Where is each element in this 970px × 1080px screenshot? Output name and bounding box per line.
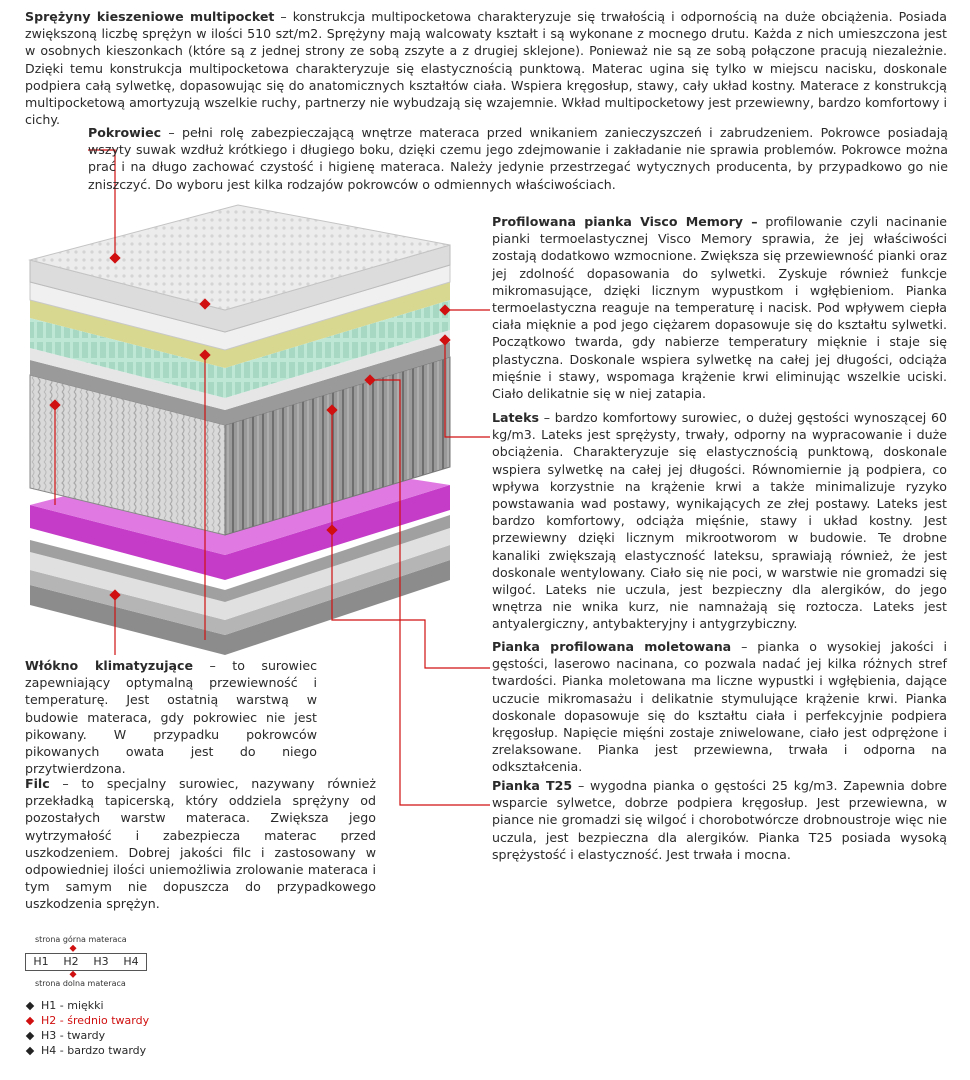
fiber-title: Włókno klimatyzujące: [25, 658, 194, 673]
legend-label: H2 - średnio twardy: [41, 1014, 150, 1027]
fiber-description: [25, 657, 317, 777]
hardness-level-h1: H1: [33, 955, 49, 968]
latex-description: [492, 409, 947, 633]
t25-text: – wygodna pianka o gęstości 25 kg/m3. Zapewnia dobre wsparcie sylwetce, dobrze podpiera kręgosłup. Jest przewiewna, w piance nie gromadzi się wilgoć i chorobotwórcze drobnoustroje więc nie uczula, jest bezpieczna dla alergików. Pianka T25 posiada wysoką sprężystość i elastyczność. Jest trwała i mocna.: [492, 778, 948, 862]
latex-text: – bardzo komfortowy surowiec, o dużej gęstości wynoszącej 60 kg/m3. Lateks jest sprężysty, trwały, odporny na wypracowanie i duże obciążenia. Charakteryzuje się elastycznością punktową, doskonale wspiera sylwetkę na całej jej długości. Równomiernie ją podpiera, co wpływa korzystnie na krążenie krwi a także minimalizuje ryzyko powstawania wad postawy, wynikających ze złej postawy. Lateks jest bardzo komfortowy, odciąża mięśnie, stawy i układ kostny. Jest przewiewny dzięki licznym mikrootworom w budowie. Te drobne kanaliki zwiększają elastyczność lateksu, sprawiają również, że jest doskonale wentylowany. Ciało się nie poci, w warstwie nie gromadzi się wilgoć. Lateks nie uczula, jest bezpieczny dla alergików, do jego wnętrza nie wnika kurz, nie namnażają się roztocza. Lateks jest antyalergiczny, antybakteryjny i antygrzybiczny.: [492, 410, 947, 632]
hardness-bottom-label: strona dolna materaca: [35, 979, 126, 988]
t25-title: Pianka T25: [492, 778, 573, 793]
visco-text: profilowanie czyli nacinanie pianki termoelastycznej Visco Memory sprawia, że jej właściwości zostają dodatkowo wzmocnione. Zwiększa się przewiewność pianki oraz jej zdolność dopasowania do sylwetki. Zyskuje również funkcje mikromasujące, dzięki licznym wypustkom i wgłębieniom. Pianka termoelastyczna reaguje na temperaturę i nacisk. Pod wpływem ciepła ciała mięknie a pod jego ciężarem dopasowuje się do kształtu sylwetki. Początkowo twarda, gdy nabierze temperatury mięknie i staje się plastyczna. Doskonale wspiera sylwetkę na całej jej długości, odciąża mięśnie i stawy, wspomaga krążenie krwi eliminując wszelkie uciski. Ciało delikatnie się w niej zatapia.: [492, 214, 947, 402]
moletowana-text: – pianka o wysokiej jakości i gęstości, laserowo nacinana, co pozwala nadać jej kilka różnych stref twardości. Pianka moletowana ma liczne wypustki i wgłębienia, dające uczucie mikromasażu i delikatnie stymulujące krążenie krwi. Pianka doskonale dopasowuje się do kształtu ciała i perfekcyjnie podpiera kręgosłup. Napięcie mięśni zostaje zniwelowane, ciało jest odprężone i zrelaksowane. Pianka jest przewiewna, trwała i odporna na odkształcenia.: [492, 639, 947, 775]
moletowana-description: [492, 638, 947, 776]
latex-title: Lateks: [492, 410, 539, 425]
felt-text: – to specjalny surowiec, nazywany również przekładką tapicerską, który oddziela sprężyny od pozostałych warstw materaca. Zwiększa jego wytrzymałość i zabezpiecza materac przed uszkodzeniem. Dobrej jakości filc i zastosowany w odpowiedniej ilości uniemożliwia zrolowanie materaca i tym samym nie dopuszcza do przypadkowego uszkodzenia sprężyn.: [25, 776, 376, 912]
legend-item-h2: [25, 1013, 149, 1028]
diamond-icon: [26, 1001, 34, 1009]
legend-item-h4: [25, 1043, 149, 1058]
cover-description: [88, 124, 948, 193]
spring-title: Sprężyny kieszeniowe multipocket: [25, 9, 275, 24]
felt-title: Filc: [25, 776, 50, 791]
hardness-bottom-marker-icon: [69, 971, 77, 979]
visco-title: Profilowana pianka Visco Memory –: [492, 214, 758, 229]
hardness-legend: [25, 998, 149, 1058]
legend-label: H3 - twardy: [41, 1029, 106, 1042]
legend-label: H4 - bardzo twardy: [41, 1044, 147, 1057]
cover-title: Pokrowiec: [88, 125, 162, 140]
visco-description: [492, 213, 947, 402]
fiber-text: – to surowiec zapewniający optymalną przewiewność i temperaturę. Jest ostatnią warstwą w budowie materaca, gdy pokrowiec nie jest pikowany. W przypadku pokrowców pikowanych owata jest do niego przytwierdzona.: [25, 658, 317, 777]
hardness-levels: [25, 953, 147, 971]
felt-description: [25, 775, 376, 913]
t25-description: [492, 777, 947, 863]
hardness-top-marker-icon: [69, 945, 77, 953]
legend-item-h3: [25, 1028, 149, 1043]
diamond-icon: [26, 1046, 34, 1054]
spring-text: – konstrukcja multipocketowa charakteryzuje się trwałością i odpornością na duże obciążenia. Posiada zwiększoną liczbę sprężyn w ilości 510 szt/m2. Sprężyny mają walcowaty kształt i są wykonane z mocnego drutu. Każda z nich umieszczona jest w osobnych kieszonkach (które są z jednej strony ze sobą zszyte a z drugiej sklejone). Ponieważ nie są ze sobą połączone pracują niezależnie. Dzięki temu konstrukcja multipocketowa charakteryzuje się elastycznością punktową. Materac ugina się tylko w miejscu nacisku, doskonale podpiera całą sylwetkę, dopasowując się do anatomicznych kształtów ciała. Wspiera kręgosłup, stawy, cały układ kostny. Materace z konstrukcją multipocketową amortyzują wszelkie ruchy, partnerzy nie wybudzają się wzajemnie. Wkład multipocketowy jest przewiewny, bardzo komfortowy i cichy.: [25, 9, 947, 128]
hardness-scale: [25, 935, 185, 995]
diamond-icon: [26, 1016, 34, 1024]
hardness-level-h4: H4: [123, 955, 139, 968]
spring-description: [25, 8, 947, 128]
moletowana-title: Pianka profilowana moletowana: [492, 639, 732, 654]
hardness-level-h3: H3: [93, 955, 109, 968]
cover-text: – pełni rolę zabezpieczającą wnętrze materaca przed wnikaniem zanieczyszczeń i zabrudzeniem. Pokrowce posiadają wszyty suwak wzdłuż krótkiego i długiego boku, dzięki czemu jego zdejmowanie i zakładanie nie sprawia problemów. Pokrowce można prać i na długo zachować czystość i higienę materaca. Należy jedynie przestrzegać wytycznych producenta, by przypadkowo go nie zniszczyć. Do wyboru jest kilka rodzajów pokrowców o odmiennych właściwościach.: [88, 125, 948, 192]
hardness-level-h2: H2: [63, 955, 79, 968]
legend-item-h1: [25, 998, 149, 1013]
diamond-icon: [26, 1031, 34, 1039]
legend-label: H1 - miękki: [41, 999, 104, 1012]
hardness-top-label: strona górna materaca: [35, 935, 127, 944]
